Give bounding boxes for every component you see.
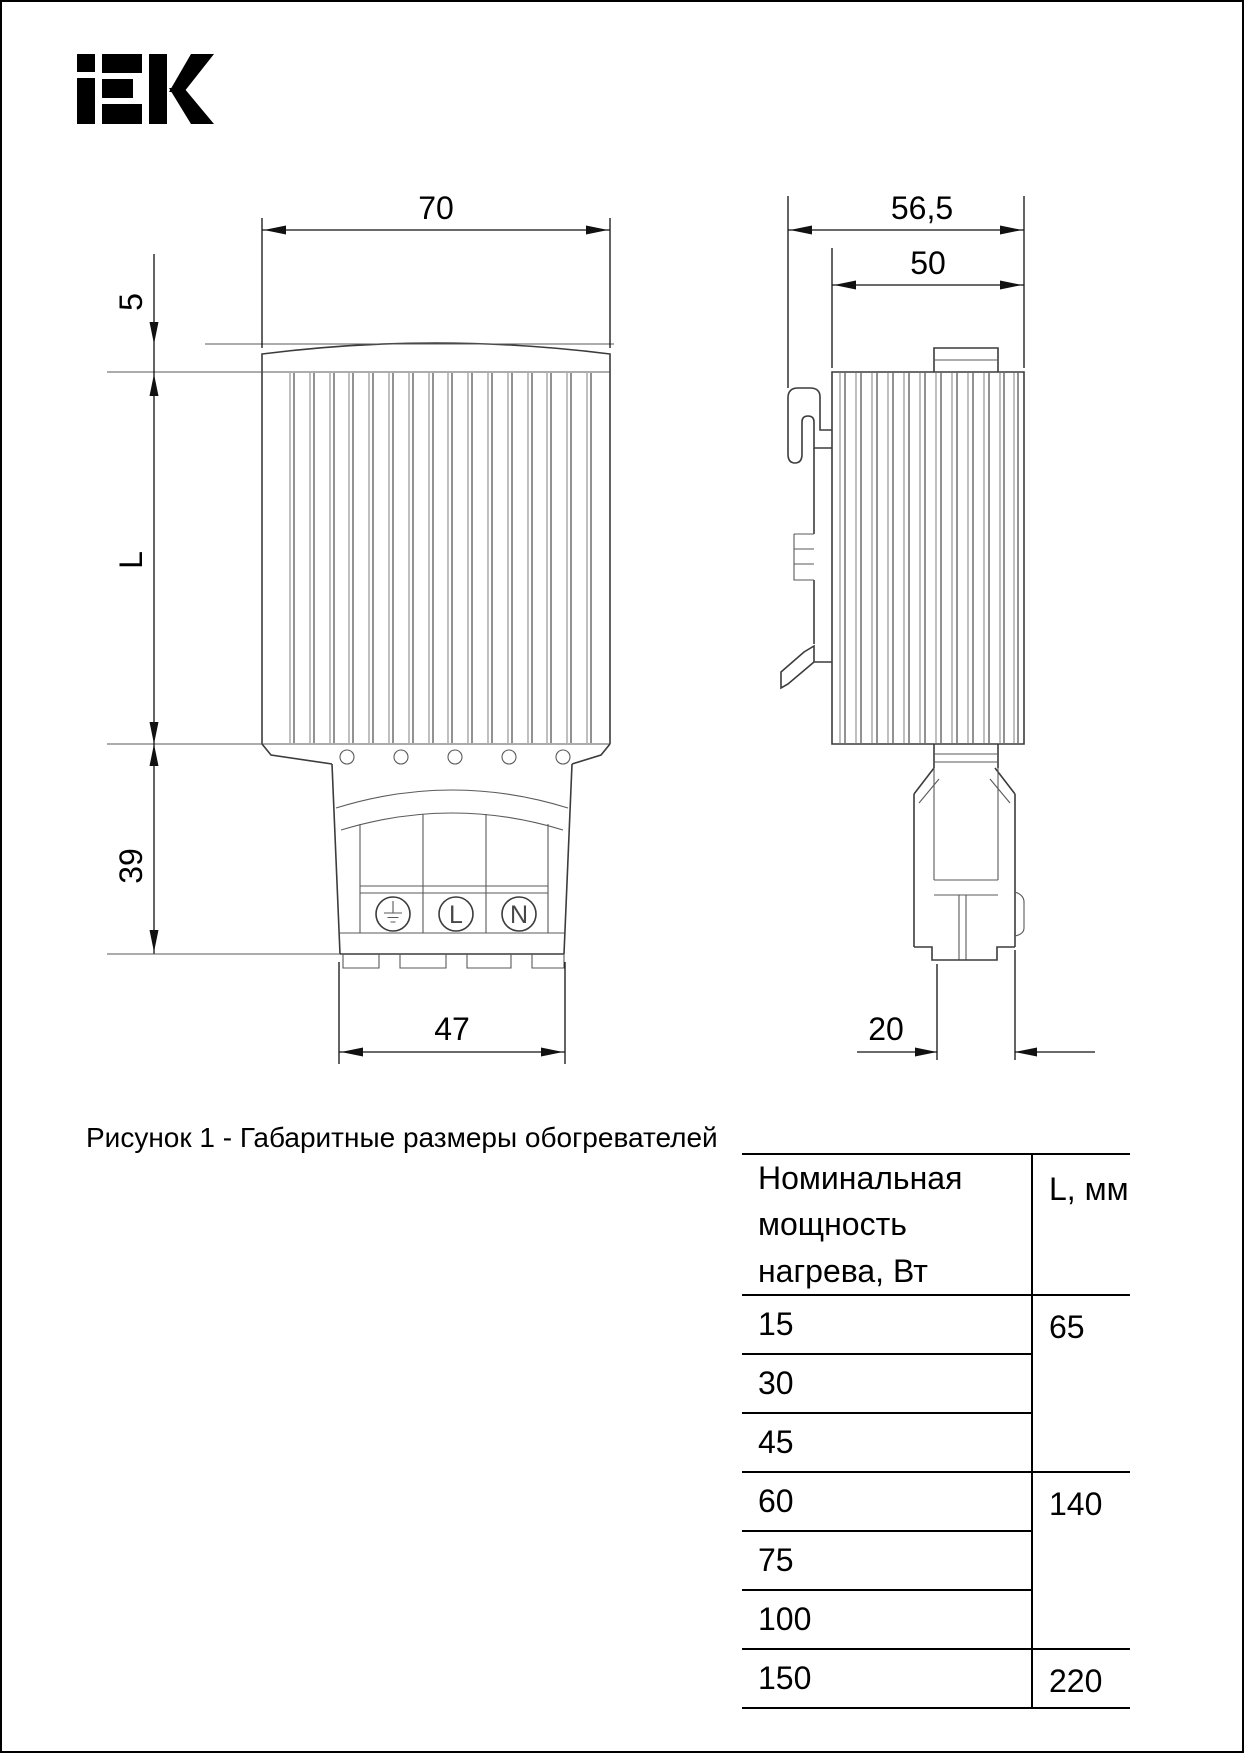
dim-text-70: 70 — [418, 190, 454, 226]
power-cell: 100 — [742, 1590, 1032, 1649]
dim-text-20: 20 — [868, 1011, 904, 1047]
table-row — [742, 1295, 1130, 1354]
power-cell: 150 — [742, 1649, 1032, 1708]
terminal-bottom — [914, 947, 1015, 960]
heater-fins-side — [840, 373, 1014, 743]
flange-hole — [502, 750, 516, 764]
table-row — [742, 1649, 1130, 1708]
dim-line-70 — [262, 218, 610, 348]
dim-text-50: 50 — [910, 245, 946, 281]
din-clip-hook — [788, 388, 832, 463]
dim-text-56-5: 56,5 — [890, 190, 954, 226]
length-cell: 140 — [1032, 1472, 1130, 1649]
length-column-header: L, мм — [1032, 1154, 1130, 1295]
dim-text-47: 47 — [434, 1011, 470, 1047]
power-cell: 45 — [742, 1413, 1032, 1472]
din-clip-latch — [781, 646, 832, 688]
power-cell: 75 — [742, 1531, 1032, 1590]
heater-fins-side — [845, 373, 1018, 743]
dim-arrows-20 — [915, 1048, 1037, 1057]
dimensional-drawing — [2, 2, 1244, 1102]
din-clip-block — [794, 534, 814, 580]
table-header-row — [742, 1154, 1130, 1295]
side-view-drawing — [781, 190, 1095, 1060]
power-length-table — [742, 1153, 1130, 1709]
power-column-header: Номинальная мощность нагрева, Вт — [742, 1154, 1032, 1295]
dim-text-5: 5 — [113, 293, 149, 311]
terminal-inner — [934, 768, 998, 960]
terminal-feet — [343, 954, 564, 968]
terminal-housing-chamfer — [919, 779, 1010, 803]
power-cell: 60 — [742, 1472, 1032, 1531]
line-terminal-label: L — [449, 901, 463, 929]
flange-hole — [340, 750, 354, 764]
flange-hole — [394, 750, 408, 764]
dim-text-L: L — [113, 551, 149, 569]
table-row — [742, 1472, 1130, 1531]
figure-caption: Рисунок 1 - Габаритные размеры обогревателей — [86, 1122, 718, 1153]
power-cell: 15 — [742, 1295, 1032, 1354]
side-bump — [1015, 892, 1024, 936]
terminal-housing-side — [914, 768, 1015, 947]
flange-hole — [556, 750, 570, 764]
front-view-drawing — [107, 190, 614, 1064]
ground-icon — [384, 901, 402, 922]
heater-cap — [262, 343, 610, 372]
terminal-housing-arch — [336, 790, 568, 830]
flange-hole — [448, 750, 462, 764]
power-cell: 30 — [742, 1354, 1032, 1413]
neutral-terminal-label: N — [509, 901, 529, 929]
terminal-neck-lines — [934, 754, 998, 762]
dim-text-39: 39 — [113, 848, 149, 884]
terminal-neck — [934, 744, 998, 768]
length-cell: 65 — [1032, 1295, 1130, 1472]
length-cell: 220 — [1032, 1649, 1130, 1708]
